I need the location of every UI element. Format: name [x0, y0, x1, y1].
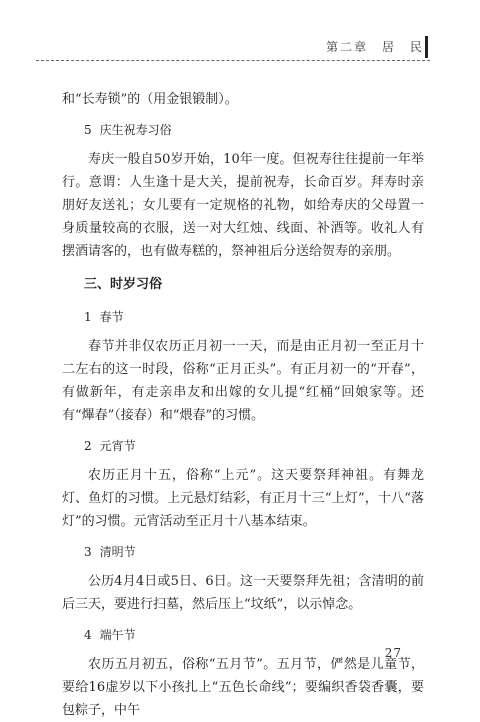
- page-body: [62, 88, 424, 722]
- subheading-text: 元宵节: [99, 439, 136, 453]
- header-divider: [36, 60, 430, 61]
- subheading-text: 春节: [99, 310, 124, 324]
- section-heading: 三、时岁习俗: [84, 277, 163, 292]
- subheading-text: 庆生祝寿习俗: [99, 123, 172, 137]
- subheading-number: 4: [84, 628, 92, 642]
- paragraph-qingming: 公历4月4日或5日、6日。这一天要祭拜先祖；含清明的前后三天，要进行扫墓，然后压上“坟纸”，以示悼念。: [62, 574, 424, 612]
- chapter-title: 第二章 居 民: [325, 40, 424, 54]
- subheading-qingming: [84, 541, 424, 564]
- paragraph-continuation: 和“长寿锁”的（用金银锻制）。: [62, 92, 238, 107]
- paragraph-birthday: 寿庆一般自50岁开始，10年一度。但祝寿往往提前一年举行。意谓：人生逢十是大关，提前祝寿，长命百岁。拜寿时亲朋好友送礼；女儿要有一定规格的礼物，如给寿庆的父母置一身质量较高的衣服，送一对大红烛、线面、补酒等。收礼人有摆酒请客的，也有做寿糕的，祭神祖后分送给贺寿的亲朋。: [62, 152, 424, 259]
- paragraph-lantern-festival: 农历正月十五，俗称“上元”。这天要祭拜神祖。有舞龙灯、鱼灯的习惯。上元悬灯结彩，有正月十三“上灯”，十八“落灯”的习惯。元宵活动至正月十八基本结束。: [62, 468, 424, 529]
- subheading-number: 3: [84, 545, 92, 559]
- subheading-number: 5: [84, 123, 92, 137]
- subheading-dragon-boat: [84, 624, 424, 647]
- page-number: 27: [384, 646, 402, 660]
- subheading-spring-festival: [84, 306, 424, 329]
- subheading-number: 1: [84, 310, 92, 324]
- subheading-lantern-festival: [84, 435, 424, 458]
- paragraph-spring-festival: 春节并非仅农历正月初一一天，而是由正月初一至正月十二左右的这一时段，俗称“正月正头”。有正月初一的“开春”，有做新年，有走亲串友和出嫁的女儿提“红桶”回娘家等。还有“熚春”（接春）和“煨春”的习惯。: [62, 339, 424, 423]
- subheading-text: 清明节: [99, 545, 136, 559]
- subheading-number: 2: [84, 439, 92, 453]
- subheading-text: 端午节: [99, 628, 136, 642]
- paragraph-dragon-boat: 农历五月初五，俗称“五月节”。五月节，俨然是儿童节，要给16虚岁以下小孩扎上“五色长命线”；要编织香袋香囊，要包粽子，中午: [62, 657, 424, 718]
- running-header: [0, 0, 480, 70]
- subheading-birthday: [84, 119, 424, 142]
- header-bar: [425, 36, 428, 58]
